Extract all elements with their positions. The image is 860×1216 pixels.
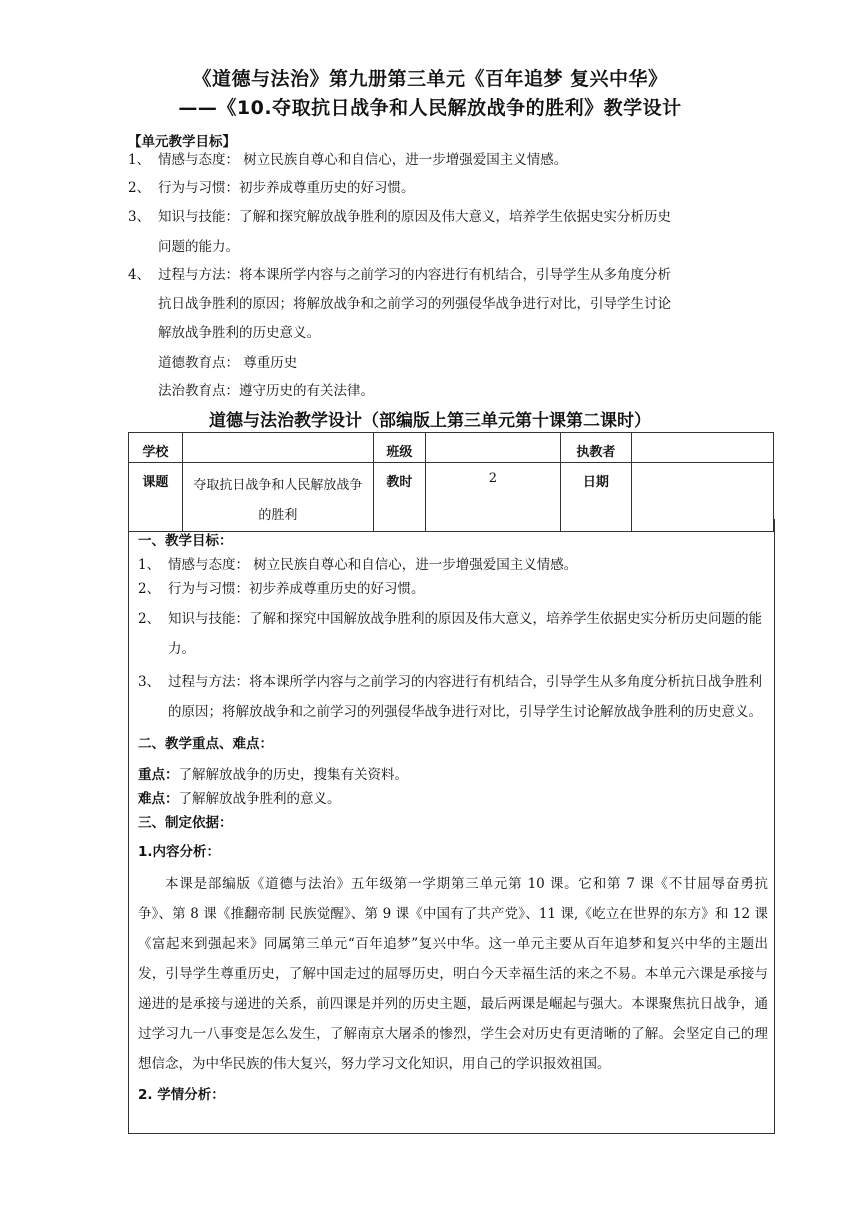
school-label: 学校	[129, 433, 183, 463]
moral-education-point: 道德教育点： 尊重历史	[158, 355, 298, 371]
hours-label: 教时	[373, 463, 425, 532]
subsection-heading-student-analysis: 2. 学情分析：	[138, 1087, 225, 1103]
unit-objective-4	[128, 262, 748, 346]
difficulty-text: 了解解放战争胜利的意义。	[178, 791, 341, 807]
unit-objectives-heading: 【单元教学目标】	[128, 134, 236, 150]
objective-text: 过程与方法：将本课所学内容与之前学习的内容进行有机结合，引导学生从多角度分析	[158, 267, 671, 283]
lesson-body-content	[138, 529, 768, 1110]
unit-objective-2	[128, 175, 748, 201]
class-label: 班级	[373, 433, 425, 463]
school-value	[182, 433, 373, 463]
unit-objective-1	[128, 147, 748, 173]
subsection-heading-content-analysis: 1.内容分析：	[138, 844, 221, 860]
objective-text: 情感与态度： 树立民族自尊心和自信心，进一步增强爱国主义情感。	[158, 152, 568, 168]
objective-number: 3、	[128, 209, 151, 225]
date-label: 日期	[561, 463, 632, 532]
objective-item	[138, 553, 768, 577]
teacher-value	[631, 433, 773, 463]
key-point-text: 了解解放战争的历史，搜集有关资料。	[178, 767, 408, 783]
item-number: 2、	[138, 581, 161, 597]
topic-label: 课题	[129, 463, 183, 532]
lesson-info-table	[128, 432, 774, 532]
item-text: 知识与技能：了解和探究中国解放战争胜利的原因及伟大意义，培养学生依据史实分析历史问题的能力。	[168, 611, 762, 657]
key-point-line	[138, 763, 768, 787]
objective-text: 行为与习惯：初步养成尊重历史的好习惯。	[158, 180, 415, 196]
hours-value: 2	[425, 463, 560, 532]
objective-number: 4、	[128, 267, 151, 283]
content-analysis-paragraph: 本课是部编版《道德与法治》五年级第一学期第三单元第 10 课。它和第 7 课《不甘屈辱奋勇抗争》、第 8 课《推翻帝制 民族觉醒》、第 9 课《中国有了共产党》、11 课,《屹立在世界的东方》和 12 课《富起来到强起来》同属第三单元“百年追梦”复兴中华。这一单元主要从百年追梦和复兴中华的主题出发，引导学生尊重历史，了解中国走过的屈辱历史，明白今天幸福生活的来之不易。本单元六课是承接与递进的是承接与递进的关系，前四课是并列的历史主题，最后两课是崛起与强大。本课聚焦抗日战争，通过学习九一八事变是怎么发生，了解南京大屠杀的惨烈，学生会对历史有更清晰的了解。会坚定自己的理想信念，为中华民族的伟大复兴，努力学习文化知识，用自己的学识报效祖国。	[138, 876, 768, 1072]
topic-value: 夺取抗日战争和人民解放战争的胜利	[182, 463, 373, 532]
item-number: 3、	[138, 674, 161, 690]
item-text: 情感与态度： 树立民族自尊心和自信心，进一步增强爱国主义情感。	[168, 557, 578, 573]
item-number: 2、	[138, 611, 161, 627]
section-heading-basis: 三、制定依据：	[138, 815, 233, 831]
objective-number: 2、	[128, 180, 151, 196]
difficulty-label: 难点：	[138, 791, 179, 807]
section-heading-objectives: 一、教学目标：	[138, 533, 233, 549]
objective-text-continued: 问题的能力。	[158, 239, 239, 255]
section-heading-key-points: 二、教学重点、难点：	[138, 736, 273, 752]
document-title-line2: ——《10.夺取抗日战争和人民解放战争的胜利》教学设计	[178, 97, 682, 119]
lesson-body-cell	[128, 519, 775, 1134]
objective-item	[138, 604, 768, 664]
item-number: 1、	[138, 557, 161, 573]
item-text: 过程与方法：将本课所学内容与之前学习的内容进行有机结合，引导学生从多角度分析抗日战争胜利的原因；将解放战争和之前学习的列强侵华战争进行对比，引导学生讨论解放战争胜利的历史意义。	[168, 674, 762, 720]
law-education-point: 法治教育点：遵守历史的有关法律。	[158, 383, 374, 399]
teacher-label: 执教者	[561, 433, 632, 463]
objective-text: 知识与技能：了解和探究解放战争胜利的原因及伟大意义，培养学生依据史实分析历史	[158, 209, 671, 225]
class-value	[425, 433, 560, 463]
key-point-label: 重点：	[138, 767, 179, 783]
document-title-line1: 《道德与法治》第九册第三单元《百年追梦 复兴中华》	[192, 68, 668, 90]
objective-item	[138, 667, 768, 727]
objective-item	[138, 577, 768, 601]
objective-text-continued: 抗日战争胜利的原因；将解放战争和之前学习的列强侵华战争进行对比，引导学生讨论	[158, 296, 671, 312]
difficulty-line	[138, 787, 768, 811]
objective-text-continued-2: 解放战争胜利的历史意义。	[158, 325, 320, 341]
item-text: 行为与习惯：初步养成尊重历史的好习惯。	[168, 581, 425, 597]
table-title: 道德与法治教学设计（部编版上第三单元第十课第二课时）	[209, 411, 651, 431]
unit-objective-3	[128, 204, 748, 260]
objective-number: 1、	[128, 152, 151, 168]
